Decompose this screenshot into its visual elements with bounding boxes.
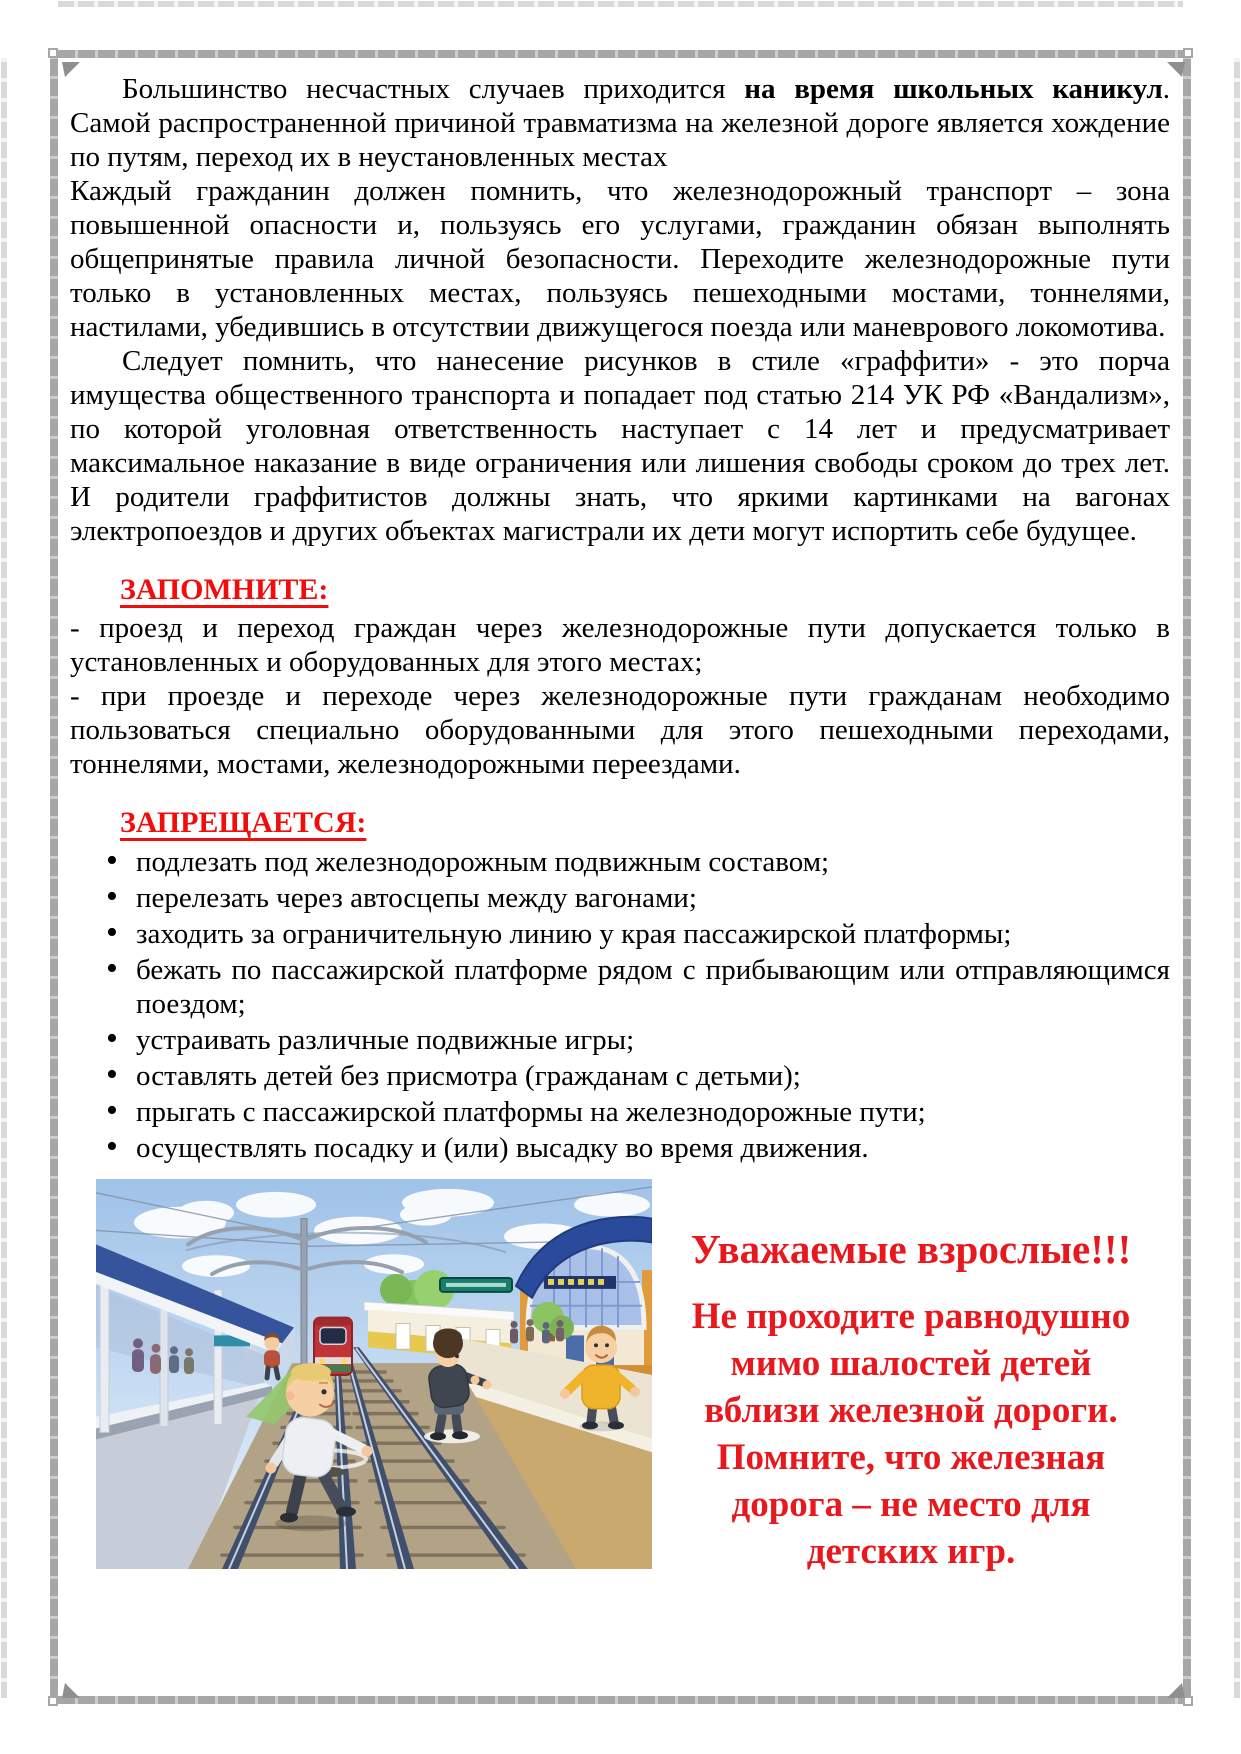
intro-paragraph <box>70 72 1170 174</box>
forbidden-item: • оставлять детей без присмотра (гражданам с детьми); <box>70 1059 1170 1093</box>
bottom-section <box>70 1179 1170 1575</box>
border-corner-square-tl <box>48 48 58 58</box>
appeal-body <box>658 1293 1164 1575</box>
border-corner-triangle-br <box>1167 1680 1185 1698</box>
forbidden-heading: ЗАПРЕЩАЕТСЯ: <box>120 806 367 839</box>
rules-paragraph: Каждый гражданин должен помнить, что железнодорожный транспорт – зона повышенной опасности и, пользуясь его услугами, гражданин обязан выполнять общепринятые правила личной безопасности. Переходите железнодорожные пути только в установленных местах, пользуясь пешеходными мостами, тоннелями, настилами, убедившись в отсутствии движущегося поезда или маневрового локомотива. <box>70 175 1170 343</box>
document-content <box>70 72 1170 1575</box>
page-edge-ticks-right <box>1234 58 1240 1698</box>
appeal-to-adults <box>652 1179 1170 1575</box>
forbidden-item: • бежать по пассажирской платформе рядом с прибывающим или отправляющимся поездом; <box>70 953 1170 1021</box>
border-corner-triangle-bl <box>62 1680 80 1698</box>
railway-illustration-svg <box>96 1179 652 1569</box>
border-bar-right <box>1183 58 1191 1696</box>
page-edge-ticks-top <box>58 1 1183 7</box>
border-bar-left <box>50 58 58 1696</box>
intro-text-start: Большинство несчастных случаев приходится <box>122 73 745 105</box>
border-bar-bottom <box>58 1696 1183 1704</box>
forbidden-item: • прыгать с пассажирской платформы на железнодорожные пути; <box>70 1095 1170 1129</box>
appeal-line: детских игр. <box>806 1531 1016 1572</box>
remember-heading: ЗАПОМНИТЕ: <box>120 573 329 606</box>
appeal-line: Помните, что железная <box>716 1437 1106 1478</box>
border-corner-square-bl <box>48 1696 58 1706</box>
appeal-line: вблизи железной дороги. <box>704 1390 1118 1431</box>
railway-station-illustration <box>96 1179 652 1569</box>
forbidden-item: • заходить за ограничительную линию у края пассажирской платформы; <box>70 917 1170 951</box>
intro-text-bold: на время школьных каникул <box>744 73 1163 105</box>
remember-item: - при проезде и переходе через железнодорожные пути гражданам необходимо пользоваться специально оборудованными для этого пешеходными переходами, тоннелями, мостами, железнодорожными переездами. <box>70 680 1170 780</box>
border-corner-square-tr <box>1183 48 1193 58</box>
forbidden-item: • перелезать через автосцепы между вагонами; <box>70 881 1170 915</box>
forbidden-item: • устраивать различные подвижные игры; <box>70 1023 1170 1057</box>
intro-text-end: . Самой распространенной причиной травматизма на железной дороге является хождение по путям, переход их в неустановленных местах <box>70 73 1170 173</box>
remember-item: - проезд и переход граждан через железнодорожные пути допускается только в установленных и оборудованных для этого местах; <box>70 612 1170 678</box>
forbidden-list <box>70 845 1170 1165</box>
appeal-line: дорога – не место для <box>731 1484 1091 1525</box>
forbidden-item: • подлезать под железнодорожным подвижным составом; <box>70 845 1170 879</box>
page-edge-ticks-left <box>1 58 7 1698</box>
appeal-line: мимо шалостей детей <box>730 1343 1092 1384</box>
forbidden-item: • осуществлять посадку и (или) высадку во время движения. <box>70 1131 1170 1165</box>
appeal-title: Уважаемые взрослые!!! <box>690 1226 1132 1272</box>
appeal-line: Не проходите равнодушно <box>691 1296 1131 1337</box>
border-bar-top <box>58 50 1183 58</box>
graffiti-paragraph: Следует помнить, что нанесение рисунков в стиле «граффити» - это порча имущества общественного транспорта и попадает под статью 214 УК РФ «Вандализм», по которой уголовная ответственность наступает с 14 лет и предусматривает максимальное наказание в виде ограничения или лишения свободы сроком до трех лет. И родители граффитистов должны знать, что яркими картинками на вагонах электропоездов и других объектах магистрали их дети могут испортить себе будущее. <box>70 345 1170 547</box>
